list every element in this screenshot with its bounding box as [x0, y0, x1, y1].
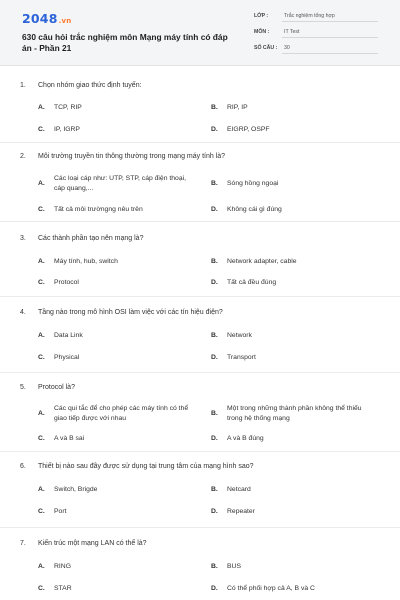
meta-count-value: 30	[282, 42, 378, 54]
option-text: Các loại cáp như: UTP, STP, cáp điện thoại, cáp quang,...	[54, 175, 187, 192]
option-letter: A.	[38, 180, 45, 187]
option-text: Network	[227, 332, 252, 339]
question-text: Kiến trúc một mạng LAN có thể là?	[38, 540, 147, 547]
question-text: Protocol là?	[38, 384, 75, 391]
option-letter: A.	[38, 563, 45, 570]
question-number: 2.	[20, 153, 26, 160]
option-letter: D.	[211, 585, 218, 592]
option-letter: C.	[38, 279, 45, 286]
option-letter: B.	[211, 258, 218, 265]
option-letter: A.	[38, 410, 45, 417]
option-text: Repeater	[227, 508, 255, 515]
question-text: Các thành phần tạo nên mạng là?	[38, 235, 144, 242]
option-text: Port	[54, 508, 67, 515]
question-5	[0, 372, 400, 451]
question-1	[0, 66, 400, 142]
option-text: Tất cả đều đúng	[227, 279, 277, 286]
option-text: EIGRP, OSPF	[227, 126, 270, 133]
logo-text: 2048	[22, 11, 58, 26]
question-number: 5.	[20, 384, 26, 391]
question-number: 7.	[20, 540, 26, 547]
question-4	[0, 296, 400, 372]
option-text: Một trong những thành phần không thể thiếu trong hệ thống mạng	[227, 405, 362, 422]
option-text: Có thể phối hợp cả A, B và C	[227, 585, 315, 592]
meta-subject-key: MÔN :	[254, 29, 270, 35]
option-text: Không cái gì đúng	[227, 206, 282, 213]
meta-class-key: LỚP :	[254, 13, 269, 19]
option-letter: B.	[211, 410, 218, 417]
question-text: Chọn nhóm giao thức định tuyến:	[38, 82, 142, 89]
option-letter: B.	[211, 104, 218, 111]
question-text: Tầng nào trong mô hình OSI làm việc với các tín hiệu điện?	[38, 309, 223, 316]
option-letter: A.	[38, 104, 45, 111]
option-letter: D.	[211, 279, 218, 286]
option-text: Tất cả môi trườngng nêu trên	[54, 206, 143, 213]
site-logo[interactable]	[22, 11, 71, 26]
option-text: Sóng hồng ngoại	[227, 180, 279, 187]
option-text: Physical	[54, 354, 80, 361]
question-7	[0, 527, 400, 600]
option-text: RING	[54, 563, 71, 570]
divider	[0, 527, 400, 528]
question-number: 4.	[20, 309, 26, 316]
option-letter: B.	[211, 332, 218, 339]
option-letter: D.	[211, 206, 218, 213]
divider	[0, 296, 400, 297]
option-letter: A.	[38, 486, 45, 493]
divider	[0, 451, 400, 452]
meta-count	[254, 42, 378, 55]
option-text: Protocol	[54, 279, 79, 286]
option-text: STAR	[54, 585, 72, 592]
option-text: BUS	[227, 563, 241, 570]
question-text: Môi trường truyền tin thông thường trong mạng máy tính là?	[38, 153, 226, 160]
meta-count-key: SỐ CÂU :	[254, 45, 278, 51]
question-number: 3.	[20, 235, 26, 242]
option-letter: D.	[211, 354, 218, 361]
option-letter: A.	[38, 332, 45, 339]
option-text: Các qui tắc để cho phép các máy tính có thể giao tiếp được với nhau	[54, 405, 189, 422]
option-letter: C.	[38, 435, 45, 442]
option-text: Netcard	[227, 486, 251, 493]
document-header	[0, 0, 400, 66]
option-letter: B.	[211, 180, 218, 187]
meta-class-value: Trắc nghiệm tổng hợp	[282, 10, 378, 22]
option-letter: D.	[211, 508, 218, 515]
question-text: Thiết bị nào sau đây được sử dụng tại trung tâm của mạng hình sao?	[38, 463, 254, 470]
option-letter: C.	[38, 354, 45, 361]
meta-subject	[254, 26, 378, 39]
meta-class	[254, 10, 378, 23]
option-text: RIP, IP	[227, 104, 248, 111]
option-text: Network adapter, cable	[227, 258, 297, 265]
document-title: 630 câu hỏi trắc nghiệm môn Mạng máy tính có đáp án - Phần 21	[22, 32, 228, 53]
option-letter: C.	[38, 126, 45, 133]
option-letter: D.	[211, 435, 218, 442]
option-text: TCP, RIP	[54, 104, 82, 111]
meta-subject-value: IT Test	[282, 26, 378, 38]
option-text: A và B sai	[54, 435, 85, 442]
question-6	[0, 451, 400, 527]
option-letter: B.	[211, 563, 218, 570]
option-text: IP, IGRP	[54, 126, 80, 133]
question-number: 6.	[20, 463, 26, 470]
option-text: Transport	[227, 354, 256, 361]
logo-suffix: .vn	[58, 17, 72, 25]
question-number: 1.	[20, 82, 26, 89]
option-letter: D.	[211, 126, 218, 133]
option-text: Switch, Brigde	[54, 486, 98, 493]
option-letter: C.	[38, 585, 45, 592]
option-letter: A.	[38, 258, 45, 265]
divider	[0, 372, 400, 373]
option-text: Data Link	[54, 332, 83, 339]
option-text: Máy tính, hub, switch	[54, 258, 118, 265]
option-letter: C.	[38, 508, 45, 515]
question-3	[0, 221, 400, 296]
divider	[0, 221, 400, 222]
option-text: A và B đúng	[227, 435, 264, 442]
option-letter: B.	[211, 486, 218, 493]
option-letter: C.	[38, 206, 45, 213]
question-2	[0, 142, 400, 221]
divider	[0, 142, 400, 143]
